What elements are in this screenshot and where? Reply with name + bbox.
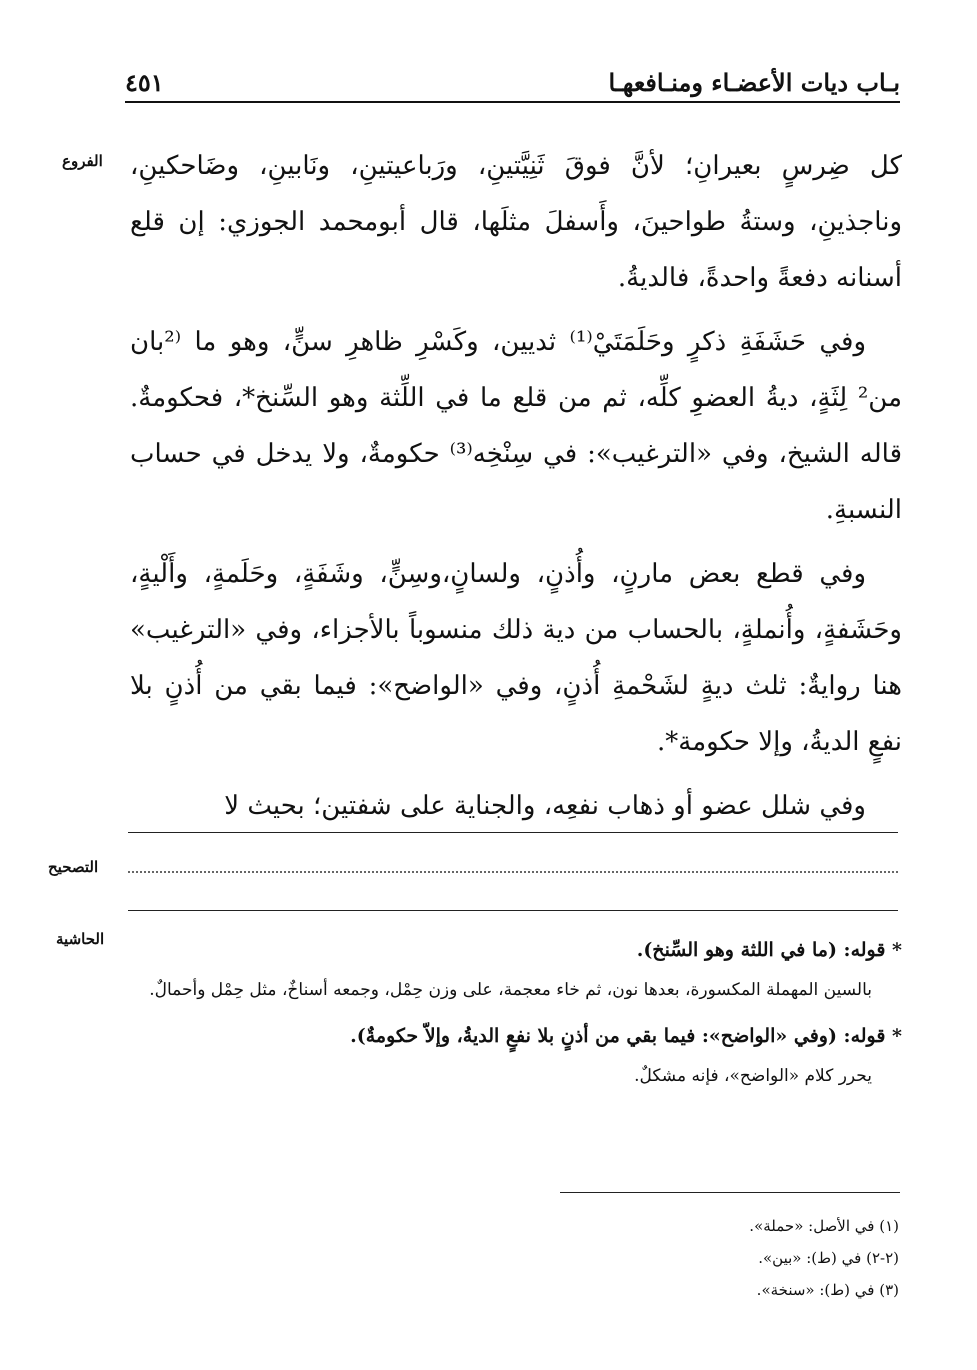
hashiya-body: يحرر كلام «الواضح»، فإنه مشكلٌ.: [634, 1066, 872, 1086]
main-paragraph: كل ضِرسٍ بعيرانِ؛ لأنَّ فوقَ ثَنِيَّتينِ، ورَباعيتينِ، ونَابينِ، وضَاحكينِ، وناجذينِ، وستةُ طواحينَ، وأَسفلَ مثلَها، قال أبومحمد الجوزي: إن قلع أسنانه دفعةً واحدةً، فالديةُ.: [130, 151, 902, 293]
hashiya-section: [130, 930, 902, 1102]
main-paragraph: وفي شلل عضو أو ذهاب نفعِه، والجناية على شفتين؛ بحيث لا: [224, 791, 866, 821]
main-paragraph: وفي قطع بعض مارنٍ، وأُذنٍ، ولسانٍ،وسِنٍّ، وشَفَةٍ، وحَلَمةٍ، وأَلْيةٍ، وحَشَفةٍ، وأُنملةٍ، بالحساب من دية ذلك منسوباً بالأجزاء، وفي «الترغيب» هنا روايةٌ: ثلث ديةٍ لشَحْمةِ أُذنٍ، وفي «الواضح»: فيما بقي من أُذنٍ بلا نفعٍ الديةُ، وإلا حكومة*.: [130, 559, 902, 757]
header-rule: [125, 101, 900, 103]
margin-label-hashiya: الحاشية: [56, 930, 105, 948]
footnote: (٢-٢) في (ط): «بين».: [758, 1249, 899, 1267]
footnote-rule: [560, 1192, 900, 1193]
hashiya-body: بالسين المهملة المكسورة، بعدها نون، ثم خاء معجمة، على وزن حِمْل، وجمعه أسناخٌ، مثل حِمْل وأحمالٌ.: [149, 980, 872, 1000]
divider-rule: [128, 832, 898, 833]
tashih-dotted-line: [128, 871, 898, 873]
main-text: [130, 138, 902, 842]
footnote: (٣) في (ط): «سنخة».: [756, 1281, 899, 1299]
margin-label-furu: الفروع: [62, 152, 103, 170]
page-number: ٤٥١: [125, 68, 164, 97]
footnote: (١) في الأصل: «حملة».: [749, 1217, 899, 1235]
running-title: بـاب ديات الأعضـاء ومنـافعهـا: [608, 68, 900, 97]
hashiya-heading: * قوله: (ما في اللثة وهو السِّنخ).: [636, 939, 902, 961]
margin-label-tashih: التصحيح: [48, 858, 99, 876]
footnotes: [399, 1210, 899, 1306]
page-header: [125, 68, 900, 104]
main-paragraph: وفي حَشَفَةِ ذكرٍ وحَلَمَتَيْ⁽¹⁾ ثديين، وكَسْرِ ظاهرِ سنٍّ، وهو ما ⁽²بان من² لِثَةٍ، ديةُ العضوِ كلِّه، ثم من قلع ما في اللِّثة وهو السِّنخ*، فحكومةٌ. قاله الشيخ، وفي «الترغيب»: في سِنْخِه⁽³⁾ حكومةٌ، ولا يدخل في حساب النسبةِ.: [130, 327, 902, 525]
divider-rule: [128, 910, 898, 911]
hashiya-heading: * قوله: (وفي «الواضح»: فيما بقي من أذنٍ بلا نفعٍ الديةُ، وإلاّ حكومةٌ).: [350, 1025, 902, 1047]
